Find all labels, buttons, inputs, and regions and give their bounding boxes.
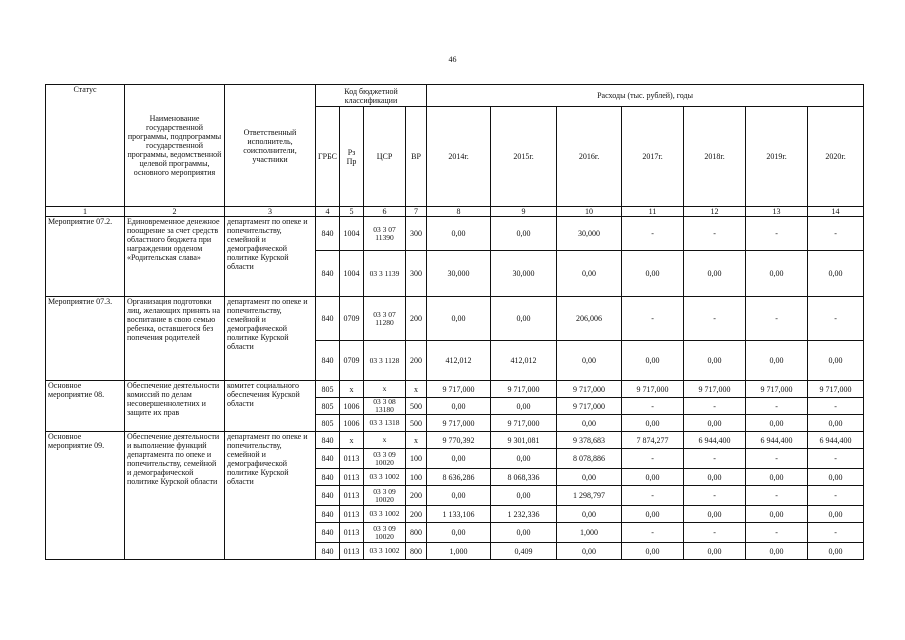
column-index: 5 xyxy=(340,207,364,217)
value-cell: 0,00 xyxy=(557,251,622,297)
vr-cell: 500 xyxy=(406,398,427,415)
value-cell: 0,00 xyxy=(684,341,746,381)
csr-cell: 03 3 08 13180 xyxy=(364,398,406,415)
grbs-header: ГРБС xyxy=(316,107,340,207)
column-index: 3 xyxy=(225,207,316,217)
table-body xyxy=(46,217,864,560)
value-cell: 0,00 xyxy=(557,415,622,432)
column-index: 14 xyxy=(808,207,864,217)
header-row-top xyxy=(46,85,864,107)
column-index-row xyxy=(46,207,864,217)
value-cell: - xyxy=(746,297,808,341)
value-cell: 0,00 xyxy=(622,341,684,381)
value-cell: - xyxy=(808,217,864,251)
value-cell: 0,00 xyxy=(684,543,746,560)
status-cell: Мероприятие 07.2. xyxy=(46,217,125,297)
value-cell: 9 717,000 xyxy=(427,381,491,398)
value-cell: 0,00 xyxy=(808,415,864,432)
value-cell: - xyxy=(622,486,684,506)
value-cell: 0,00 xyxy=(427,217,491,251)
column-index: 13 xyxy=(746,207,808,217)
value-cell: 0,00 xyxy=(808,543,864,560)
csr-cell: x xyxy=(364,432,406,449)
rzpr-cell: 1004 xyxy=(340,251,364,297)
value-cell: 9 301,081 xyxy=(491,432,557,449)
value-cell: 0,00 xyxy=(746,543,808,560)
rzpr-cell: 0113 xyxy=(340,469,364,486)
csr-cell: 03 3 1002 xyxy=(364,506,406,523)
value-cell: - xyxy=(684,449,746,469)
vr-cell: 200 xyxy=(406,506,427,523)
year-header: 2017г. xyxy=(622,107,684,207)
value-cell: - xyxy=(808,297,864,341)
value-cell: 0,00 xyxy=(808,506,864,523)
year-header: 2018г. xyxy=(684,107,746,207)
value-cell: 0,00 xyxy=(491,486,557,506)
value-cell: 0,00 xyxy=(684,469,746,486)
vr-header: ВР xyxy=(406,107,427,207)
executor-header: Ответственный исполнитель, соисполнители, участники xyxy=(225,85,316,207)
grbs-cell: 805 xyxy=(316,398,340,415)
column-index: 12 xyxy=(684,207,746,217)
grbs-cell: 805 xyxy=(316,415,340,432)
vr-cell: 200 xyxy=(406,486,427,506)
rzpr-cell: 0113 xyxy=(340,523,364,543)
value-cell: 1 232,336 xyxy=(491,506,557,523)
table-row xyxy=(46,217,864,251)
csr-cell: 03 3 07 11390 xyxy=(364,217,406,251)
value-cell: 9 770,392 xyxy=(427,432,491,449)
value-cell: - xyxy=(684,486,746,506)
value-cell: 8 636,286 xyxy=(427,469,491,486)
csr-cell: 03 3 07 11280 xyxy=(364,297,406,341)
csr-cell: x xyxy=(364,381,406,398)
value-cell: 0,00 xyxy=(746,506,808,523)
vr-cell: x xyxy=(406,432,427,449)
value-cell: 0,00 xyxy=(622,251,684,297)
value-cell: 0,00 xyxy=(427,398,491,415)
name-header: Наименование государственной программы, подпрограммы государственной программы, ведомственной целевой программы, основного мероприятия xyxy=(125,85,225,207)
value-cell: 9 717,000 xyxy=(491,415,557,432)
vr-cell: 200 xyxy=(406,297,427,341)
value-cell: 6 944,400 xyxy=(808,432,864,449)
name-cell: Обеспечение деятельности комиссий по делам несовершеннолетних и защите их прав xyxy=(125,381,225,432)
value-cell: - xyxy=(808,398,864,415)
csr-header: ЦСР xyxy=(364,107,406,207)
value-cell: 9 717,000 xyxy=(746,381,808,398)
value-cell: - xyxy=(622,449,684,469)
value-cell: - xyxy=(746,486,808,506)
column-index: 6 xyxy=(364,207,406,217)
value-cell: - xyxy=(684,398,746,415)
value-cell: 0,00 xyxy=(622,469,684,486)
value-cell: - xyxy=(622,523,684,543)
value-cell: 9 717,000 xyxy=(684,381,746,398)
year-header: 2020г. xyxy=(808,107,864,207)
status-cell: Основное мероприятие 09. xyxy=(46,432,125,560)
rzpr-cell: 1004 xyxy=(340,217,364,251)
value-cell: - xyxy=(684,217,746,251)
column-index: 7 xyxy=(406,207,427,217)
csr-cell: 03 3 09 10020 xyxy=(364,486,406,506)
table-row xyxy=(46,381,864,398)
expenses-header: Расходы (тыс. рублей), годы xyxy=(427,85,864,107)
rzpr-cell: x xyxy=(340,432,364,449)
grbs-cell: 840 xyxy=(316,341,340,381)
name-cell: Единовременное денежное поощрение за счет средств областного бюджета при награждении орденом «Родительская слава» xyxy=(125,217,225,297)
year-header: 2014г. xyxy=(427,107,491,207)
value-cell: 412,012 xyxy=(491,341,557,381)
grbs-cell: 840 xyxy=(316,217,340,251)
value-cell: 0,00 xyxy=(491,398,557,415)
value-cell: 0,00 xyxy=(622,506,684,523)
value-cell: 0,00 xyxy=(746,469,808,486)
value-cell: 0,00 xyxy=(491,523,557,543)
vr-cell: 200 xyxy=(406,341,427,381)
column-index: 2 xyxy=(125,207,225,217)
rzpr-header: Рз Пр xyxy=(340,107,364,207)
vr-cell: x xyxy=(406,381,427,398)
value-cell: 9 717,000 xyxy=(557,398,622,415)
value-cell: 9 717,000 xyxy=(427,415,491,432)
value-cell: - xyxy=(808,486,864,506)
value-cell: 7 874,277 xyxy=(622,432,684,449)
vr-cell: 300 xyxy=(406,217,427,251)
value-cell: 0,00 xyxy=(746,341,808,381)
table-row xyxy=(46,297,864,341)
value-cell: 0,00 xyxy=(808,251,864,297)
value-cell: 0,00 xyxy=(746,251,808,297)
year-header: 2015г. xyxy=(491,107,557,207)
vr-cell: 100 xyxy=(406,469,427,486)
year-header: 2016г. xyxy=(557,107,622,207)
value-cell: 9 717,000 xyxy=(491,381,557,398)
grbs-cell: 840 xyxy=(316,251,340,297)
csr-cell: 03 3 09 10020 xyxy=(364,449,406,469)
rzpr-cell: 1006 xyxy=(340,415,364,432)
executor-cell: департамент по опеке и попечительству, семейной и демографической политике Курской области xyxy=(225,217,316,297)
value-cell: - xyxy=(808,523,864,543)
value-cell: 1 133,106 xyxy=(427,506,491,523)
value-cell: 206,006 xyxy=(557,297,622,341)
value-cell: 0,00 xyxy=(557,341,622,381)
grbs-cell: 840 xyxy=(316,523,340,543)
vr-cell: 800 xyxy=(406,543,427,560)
value-cell: 9 717,000 xyxy=(622,381,684,398)
rzpr-cell: 0709 xyxy=(340,341,364,381)
value-cell: 6 944,400 xyxy=(746,432,808,449)
grbs-cell: 840 xyxy=(316,543,340,560)
grbs-cell: 805 xyxy=(316,381,340,398)
value-cell: 6 944,400 xyxy=(684,432,746,449)
value-cell: - xyxy=(808,449,864,469)
vr-cell: 300 xyxy=(406,251,427,297)
column-index: 1 xyxy=(46,207,125,217)
value-cell: - xyxy=(746,398,808,415)
executor-cell: департамент по опеке и попечительству, семейной и демографической политике Курской области xyxy=(225,432,316,560)
value-cell: 0,00 xyxy=(557,469,622,486)
csr-cell: 03 3 09 10020 xyxy=(364,523,406,543)
value-cell: 0,00 xyxy=(684,251,746,297)
csr-cell: 03 3 1318 xyxy=(364,415,406,432)
column-index: 9 xyxy=(491,207,557,217)
grbs-cell: 840 xyxy=(316,469,340,486)
value-cell: 0,00 xyxy=(557,506,622,523)
value-cell: 412,012 xyxy=(427,341,491,381)
grbs-cell: 840 xyxy=(316,506,340,523)
status-header: Статус xyxy=(46,85,125,207)
value-cell: 0,00 xyxy=(684,506,746,523)
value-cell: 30,000 xyxy=(427,251,491,297)
budget-table xyxy=(45,84,864,560)
value-cell: 9 717,000 xyxy=(808,381,864,398)
name-cell: Обеспечение деятельности и выполнение функций департамента по опеке и попечительству, семейной и демографической политике Курской области xyxy=(125,432,225,560)
rzpr-cell: 0113 xyxy=(340,506,364,523)
value-cell: 0,00 xyxy=(427,486,491,506)
value-cell: 9 378,683 xyxy=(557,432,622,449)
executor-cell: комитет социального обеспечения Курской области xyxy=(225,381,316,432)
column-index: 10 xyxy=(557,207,622,217)
rzpr-cell: 0113 xyxy=(340,449,364,469)
value-cell: 30,000 xyxy=(491,251,557,297)
csr-cell: 03 3 1002 xyxy=(364,543,406,560)
status-cell: Основное мероприятие 08. xyxy=(46,381,125,432)
column-index: 11 xyxy=(622,207,684,217)
rzpr-cell: 0113 xyxy=(340,543,364,560)
value-cell: 0,00 xyxy=(746,415,808,432)
name-cell: Организация подготовки лиц, желающих принять на воспитание в свою семью ребенка, оставшегося без попечения родителей xyxy=(125,297,225,381)
value-cell: 0,00 xyxy=(808,469,864,486)
value-cell: 0,00 xyxy=(427,449,491,469)
value-cell: - xyxy=(684,297,746,341)
value-cell: 0,409 xyxy=(491,543,557,560)
grbs-cell: 840 xyxy=(316,297,340,341)
value-cell: - xyxy=(622,297,684,341)
csr-cell: 03 3 1002 xyxy=(364,469,406,486)
value-cell: 0,00 xyxy=(684,415,746,432)
value-cell: - xyxy=(746,217,808,251)
value-cell: 1 298,797 xyxy=(557,486,622,506)
year-header: 2019г. xyxy=(746,107,808,207)
csr-cell: 03 3 1139 xyxy=(364,251,406,297)
vr-cell: 500 xyxy=(406,415,427,432)
grbs-cell: 840 xyxy=(316,449,340,469)
value-cell: 9 717,000 xyxy=(557,381,622,398)
value-cell: 0,00 xyxy=(622,543,684,560)
rzpr-cell: 0113 xyxy=(340,486,364,506)
value-cell: 0,00 xyxy=(622,415,684,432)
status-cell: Мероприятие 07.3. xyxy=(46,297,125,381)
value-cell: - xyxy=(684,523,746,543)
value-cell: 0,00 xyxy=(427,297,491,341)
value-cell: 0,00 xyxy=(491,297,557,341)
value-cell: 30,000 xyxy=(557,217,622,251)
value-cell: 1,000 xyxy=(557,523,622,543)
rzpr-cell: 1006 xyxy=(340,398,364,415)
value-cell: - xyxy=(622,217,684,251)
grbs-cell: 840 xyxy=(316,486,340,506)
vr-cell: 800 xyxy=(406,523,427,543)
value-cell: 0,00 xyxy=(491,449,557,469)
value-cell: 0,00 xyxy=(557,543,622,560)
budget-code-header: Код бюджетной классификации xyxy=(316,85,427,107)
page-number: 46 xyxy=(448,55,457,64)
value-cell: 0,00 xyxy=(808,341,864,381)
column-index: 8 xyxy=(427,207,491,217)
value-cell: - xyxy=(746,449,808,469)
rzpr-cell: 0709 xyxy=(340,297,364,341)
grbs-cell: 840 xyxy=(316,432,340,449)
vr-cell: 100 xyxy=(406,449,427,469)
value-cell: 0,00 xyxy=(491,217,557,251)
csr-cell: 03 3 1128 xyxy=(364,341,406,381)
value-cell: 8 068,336 xyxy=(491,469,557,486)
value-cell: - xyxy=(746,523,808,543)
rzpr-cell: x xyxy=(340,381,364,398)
value-cell: 1,000 xyxy=(427,543,491,560)
executor-cell: департамент по опеке и попечительству, семейной и демографической политике Курской области xyxy=(225,297,316,381)
table-row xyxy=(46,432,864,449)
value-cell: 0,00 xyxy=(427,523,491,543)
value-cell: - xyxy=(622,398,684,415)
column-index: 4 xyxy=(316,207,340,217)
value-cell: 8 078,886 xyxy=(557,449,622,469)
